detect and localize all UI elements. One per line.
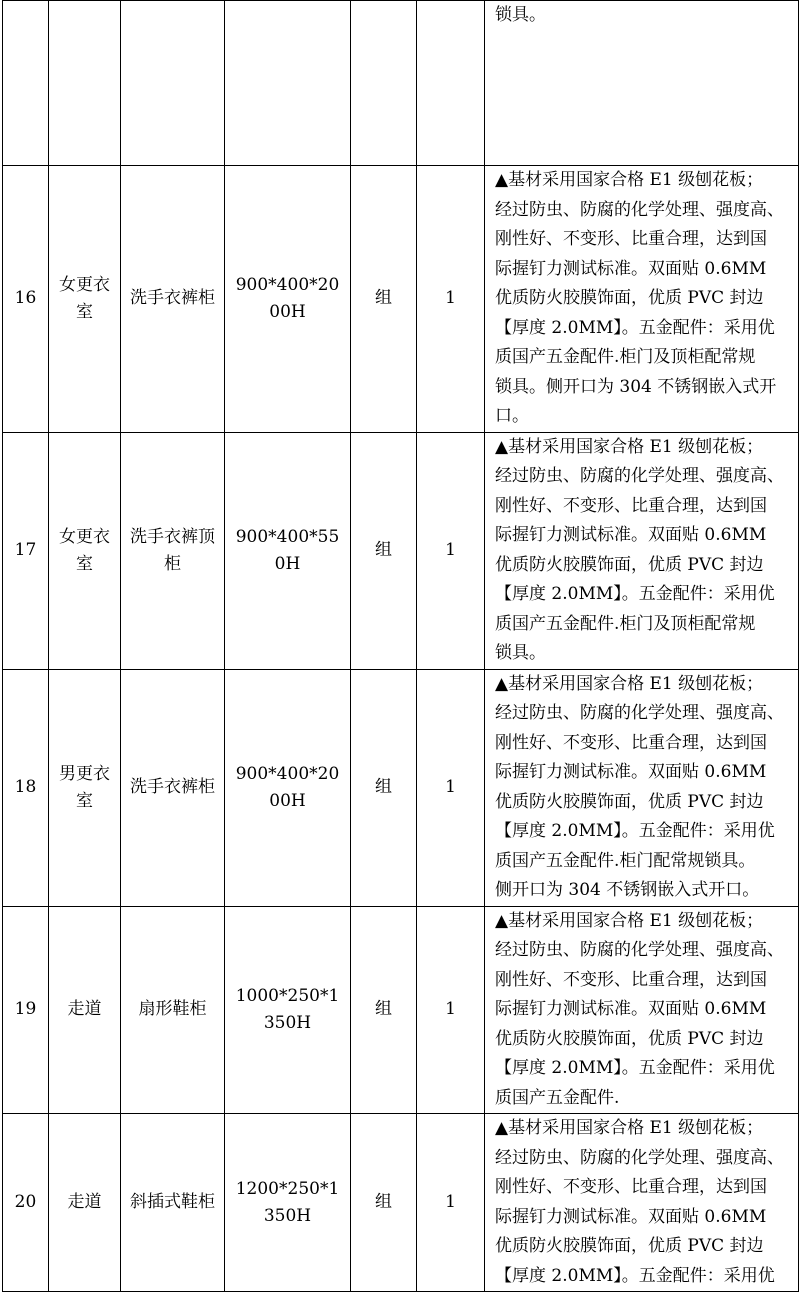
- description-line: 刚性好、不变形、比重合理，达到国: [495, 969, 767, 990]
- room-cell: [49, 432, 121, 669]
- room-text: 男更衣室: [59, 763, 110, 811]
- description-line: 锁具。: [495, 643, 546, 663]
- size-text: 900*400*2000H: [235, 763, 340, 811]
- unit-cell: 组: [351, 1114, 417, 1292]
- description-line: 【厚度 2.0MM】。五金配件：采用优: [495, 821, 775, 841]
- furniture-spec-table: [2, 0, 799, 1292]
- item-name-cell: [121, 1, 225, 166]
- quantity-cell: 1: [417, 906, 485, 1114]
- description-line: 【厚度 2.0MM】。五金配件：采用优: [495, 1058, 775, 1078]
- description-line: 口。: [495, 406, 529, 426]
- description-line: 【厚度 2.0MM】。五金配件：采用优: [495, 317, 775, 338]
- description-line: 际握钉力测试标准。双面贴 0.6MM: [495, 525, 767, 545]
- quantity-cell: [417, 1, 485, 166]
- item-name-text: 洗手衣裤柜: [130, 777, 215, 797]
- description-line: 经过防虫、防腐的化学处理、强度高、: [495, 940, 784, 960]
- size-cell: [225, 669, 351, 906]
- quantity-cell: 1: [417, 1114, 485, 1292]
- description-line: 经过防虫、防腐的化学处理、强度高、: [495, 199, 784, 220]
- size-cell: [225, 1114, 351, 1292]
- description-line: 【厚度 2.0MM】。五金配件：采用优: [495, 584, 775, 604]
- description-line: 经过防虫、防腐的化学处理、强度高、: [495, 466, 784, 486]
- room-cell: [49, 166, 121, 433]
- table-row: [3, 432, 799, 669]
- room-text: 走道: [67, 999, 102, 1020]
- description-line: 锁具。侧开口为 304 不锈钢嵌入式开: [495, 376, 777, 397]
- table-row: [3, 906, 799, 1114]
- size-cell: [225, 432, 351, 669]
- description-line: 刚性好、不变形、比重合理，达到国: [495, 1177, 767, 1197]
- item-number-cell: 17: [3, 432, 49, 669]
- description-line: ▲基材采用国家合格 E1 级刨花板；: [495, 1118, 764, 1138]
- room-text: 女更衣室: [59, 274, 110, 322]
- item-name-cell: [121, 432, 225, 669]
- room-text: 走道: [67, 1192, 102, 1212]
- description-line: 质国产五金配件.柜门配常规锁具。: [495, 850, 756, 871]
- description-line: ▲基材采用国家合格 E1 级刨花板；: [495, 170, 764, 190]
- room-cell: [49, 1114, 121, 1292]
- description-cell: [485, 432, 799, 669]
- description-line: 质国产五金配件.柜门及顶柜配常规: [495, 347, 756, 367]
- item-name-cell: [121, 166, 225, 433]
- size-cell: [225, 1, 351, 166]
- item-name-text: 扇形鞋柜: [138, 999, 207, 1020]
- description-line: 优质防火胶膜饰面，优质 PVC 封边: [495, 1028, 764, 1049]
- description-line: 经过防虫、防腐的化学处理、强度高、: [495, 1147, 784, 1168]
- description-line: 际握钉力测试标准。双面贴 0.6MM: [495, 999, 767, 1019]
- item-name-cell: [121, 1114, 225, 1292]
- table-row: [3, 166, 799, 433]
- unit-cell: [351, 1, 417, 166]
- description-line: 【厚度 2.0MM】。五金配件：采用优: [495, 1265, 775, 1286]
- item-number-cell: 16: [3, 166, 49, 433]
- size-text: 1000*250*1350H: [235, 985, 340, 1033]
- unit-cell: 组: [351, 669, 417, 906]
- item-number-cell: 20: [3, 1114, 49, 1292]
- description-line: 质国产五金配件.柜门及顶柜配常规: [495, 613, 756, 634]
- item-number-cell: 18: [3, 669, 49, 906]
- description-line: 刚性好、不变形、比重合理，达到国: [495, 732, 767, 753]
- item-name-text: 洗手衣裤顶柜: [130, 526, 215, 574]
- quantity-cell: 1: [417, 669, 485, 906]
- item-name-cell: [121, 669, 225, 906]
- description-cell: [485, 1, 799, 166]
- item-name-text: 洗手衣裤柜: [130, 288, 215, 309]
- size-text: 1200*250*1350H: [235, 1178, 340, 1226]
- description-cell: [485, 166, 799, 433]
- room-cell: [49, 1, 121, 166]
- item-number-cell: 19: [3, 906, 49, 1114]
- description-line: 际握钉力测试标准。双面贴 0.6MM: [495, 1206, 767, 1227]
- unit-cell: 组: [351, 166, 417, 433]
- quantity-cell: 1: [417, 432, 485, 669]
- item-name-cell: [121, 906, 225, 1114]
- unit-cell: 组: [351, 432, 417, 669]
- table-row: [3, 669, 799, 906]
- description-line: ▲基材采用国家合格 E1 级刨花板；: [495, 910, 764, 931]
- table-row: [3, 1, 799, 166]
- description-line: ▲基材采用国家合格 E1 级刨花板；: [495, 436, 764, 457]
- description-cell: [485, 1114, 799, 1292]
- description-line: 优质防火胶膜饰面，优质 PVC 封边: [495, 288, 764, 308]
- size-text: 900*400*550H: [235, 526, 340, 574]
- description-line: 优质防火胶膜饰面，优质 PVC 封边: [495, 554, 764, 575]
- description-line: 际握钉力测试标准。双面贴 0.6MM: [495, 258, 767, 279]
- description-line: 际握钉力测试标准。双面贴 0.6MM: [495, 762, 767, 782]
- size-cell: [225, 166, 351, 433]
- size-cell: [225, 906, 351, 1114]
- description-line: 经过防虫、防腐的化学处理、强度高、: [495, 703, 784, 723]
- description-line: 刚性好、不变形、比重合理，达到国: [495, 495, 767, 516]
- description-line: 优质防火胶膜饰面，优质 PVC 封边: [495, 1236, 764, 1256]
- unit-cell: 组: [351, 906, 417, 1114]
- description-line: 刚性好、不变形、比重合理，达到国: [495, 229, 767, 249]
- item-name-text: 斜插式鞋柜: [130, 1192, 215, 1212]
- description-line: ▲基材采用国家合格 E1 级刨花板；: [495, 673, 764, 694]
- description-line: 侧开口为 304 不锈钢嵌入式开口。: [495, 880, 760, 900]
- room-text: 女更衣室: [59, 526, 110, 574]
- description-cell: [485, 906, 799, 1114]
- description-cell: [485, 669, 799, 906]
- description-line: 质国产五金配件.: [495, 1087, 620, 1108]
- room-cell: [49, 906, 121, 1114]
- quantity-cell: 1: [417, 166, 485, 433]
- description-line: 锁具。: [495, 5, 546, 25]
- table-row: [3, 1114, 799, 1292]
- item-number-cell: [3, 1, 49, 166]
- description-line: 优质防火胶膜饰面，优质 PVC 封边: [495, 791, 764, 812]
- room-cell: [49, 669, 121, 906]
- size-text: 900*400*2000H: [235, 274, 340, 322]
